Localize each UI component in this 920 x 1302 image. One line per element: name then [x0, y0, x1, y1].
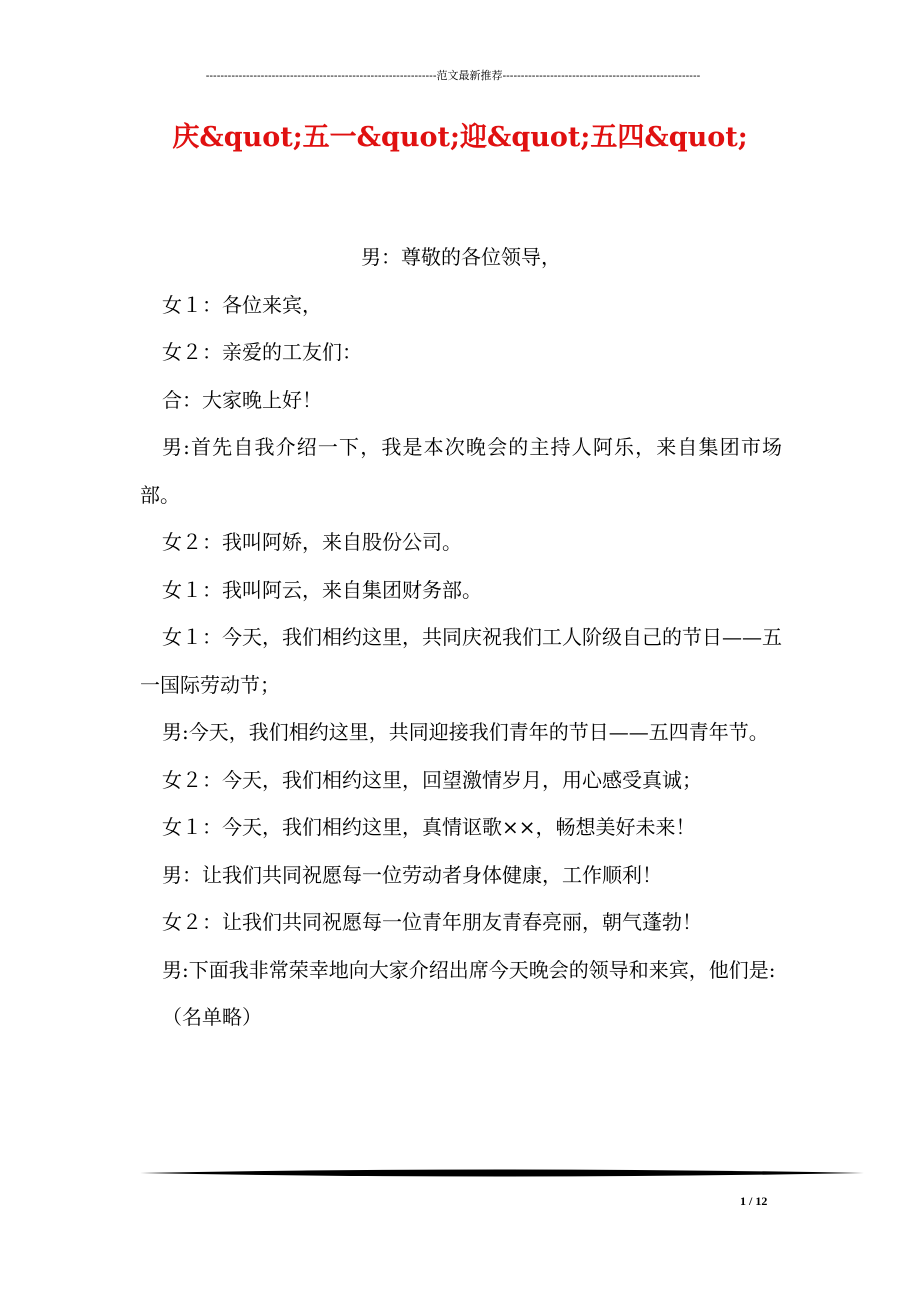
- paragraph: 女２：今天，我们相约这里，回望激情岁月，用心感受真诚；: [162, 767, 702, 792]
- paragraph: 女２：亲爱的工友们：: [162, 340, 362, 364]
- paragraph: 女２：让我们共同祝愿每一位青年朋友青春亮丽，朝气蓬勃！: [162, 910, 702, 934]
- paragraph: 男：尊敬的各位领导，: [361, 245, 561, 269]
- paragraph: 女１：今天，我们相约这里，共同庆祝我们工人阶级自己的节日——五一国际劳动节；: [140, 625, 782, 697]
- footer-divider: [140, 1166, 864, 1180]
- page-number: 1 / 12: [740, 1194, 768, 1208]
- document-body: [140, 234, 782, 1042]
- paragraph: 男:首先自我介绍一下，我是本次晚会的主持人阿乐，来自集团市场部。: [140, 435, 782, 507]
- paragraph: 男:下面我非常荣幸地向大家介绍出席今天晚会的领导和来宾，他们是:: [162, 957, 776, 982]
- page-header: ---------------------------------------------------------------范文最新推荐------------------------------------------------------: [205, 70, 701, 82]
- document-title: 庆&quot;五一&quot;迎&quot;五四&quot;: [172, 122, 748, 153]
- paragraph: 男:今天，我们相约这里，共同迎接我们青年的节日——五四青年节。: [162, 720, 769, 744]
- paragraph: 女２：我叫阿娇，来自股份公司。: [162, 530, 462, 554]
- paragraph: 男：让我们共同祝愿每一位劳动者身体健康，工作顺利！: [162, 862, 662, 887]
- paragraph: 合：大家晚上好！: [162, 387, 322, 412]
- paragraph: 女１：我叫阿云，来自集团财务部。: [162, 577, 482, 602]
- paragraph: （名单略）: [162, 1005, 262, 1029]
- paragraph: 女１：今天，我们相约这里，真情讴歌××，畅想美好未来！: [162, 815, 696, 839]
- paragraph: 女１：各位来宾，: [162, 292, 322, 317]
